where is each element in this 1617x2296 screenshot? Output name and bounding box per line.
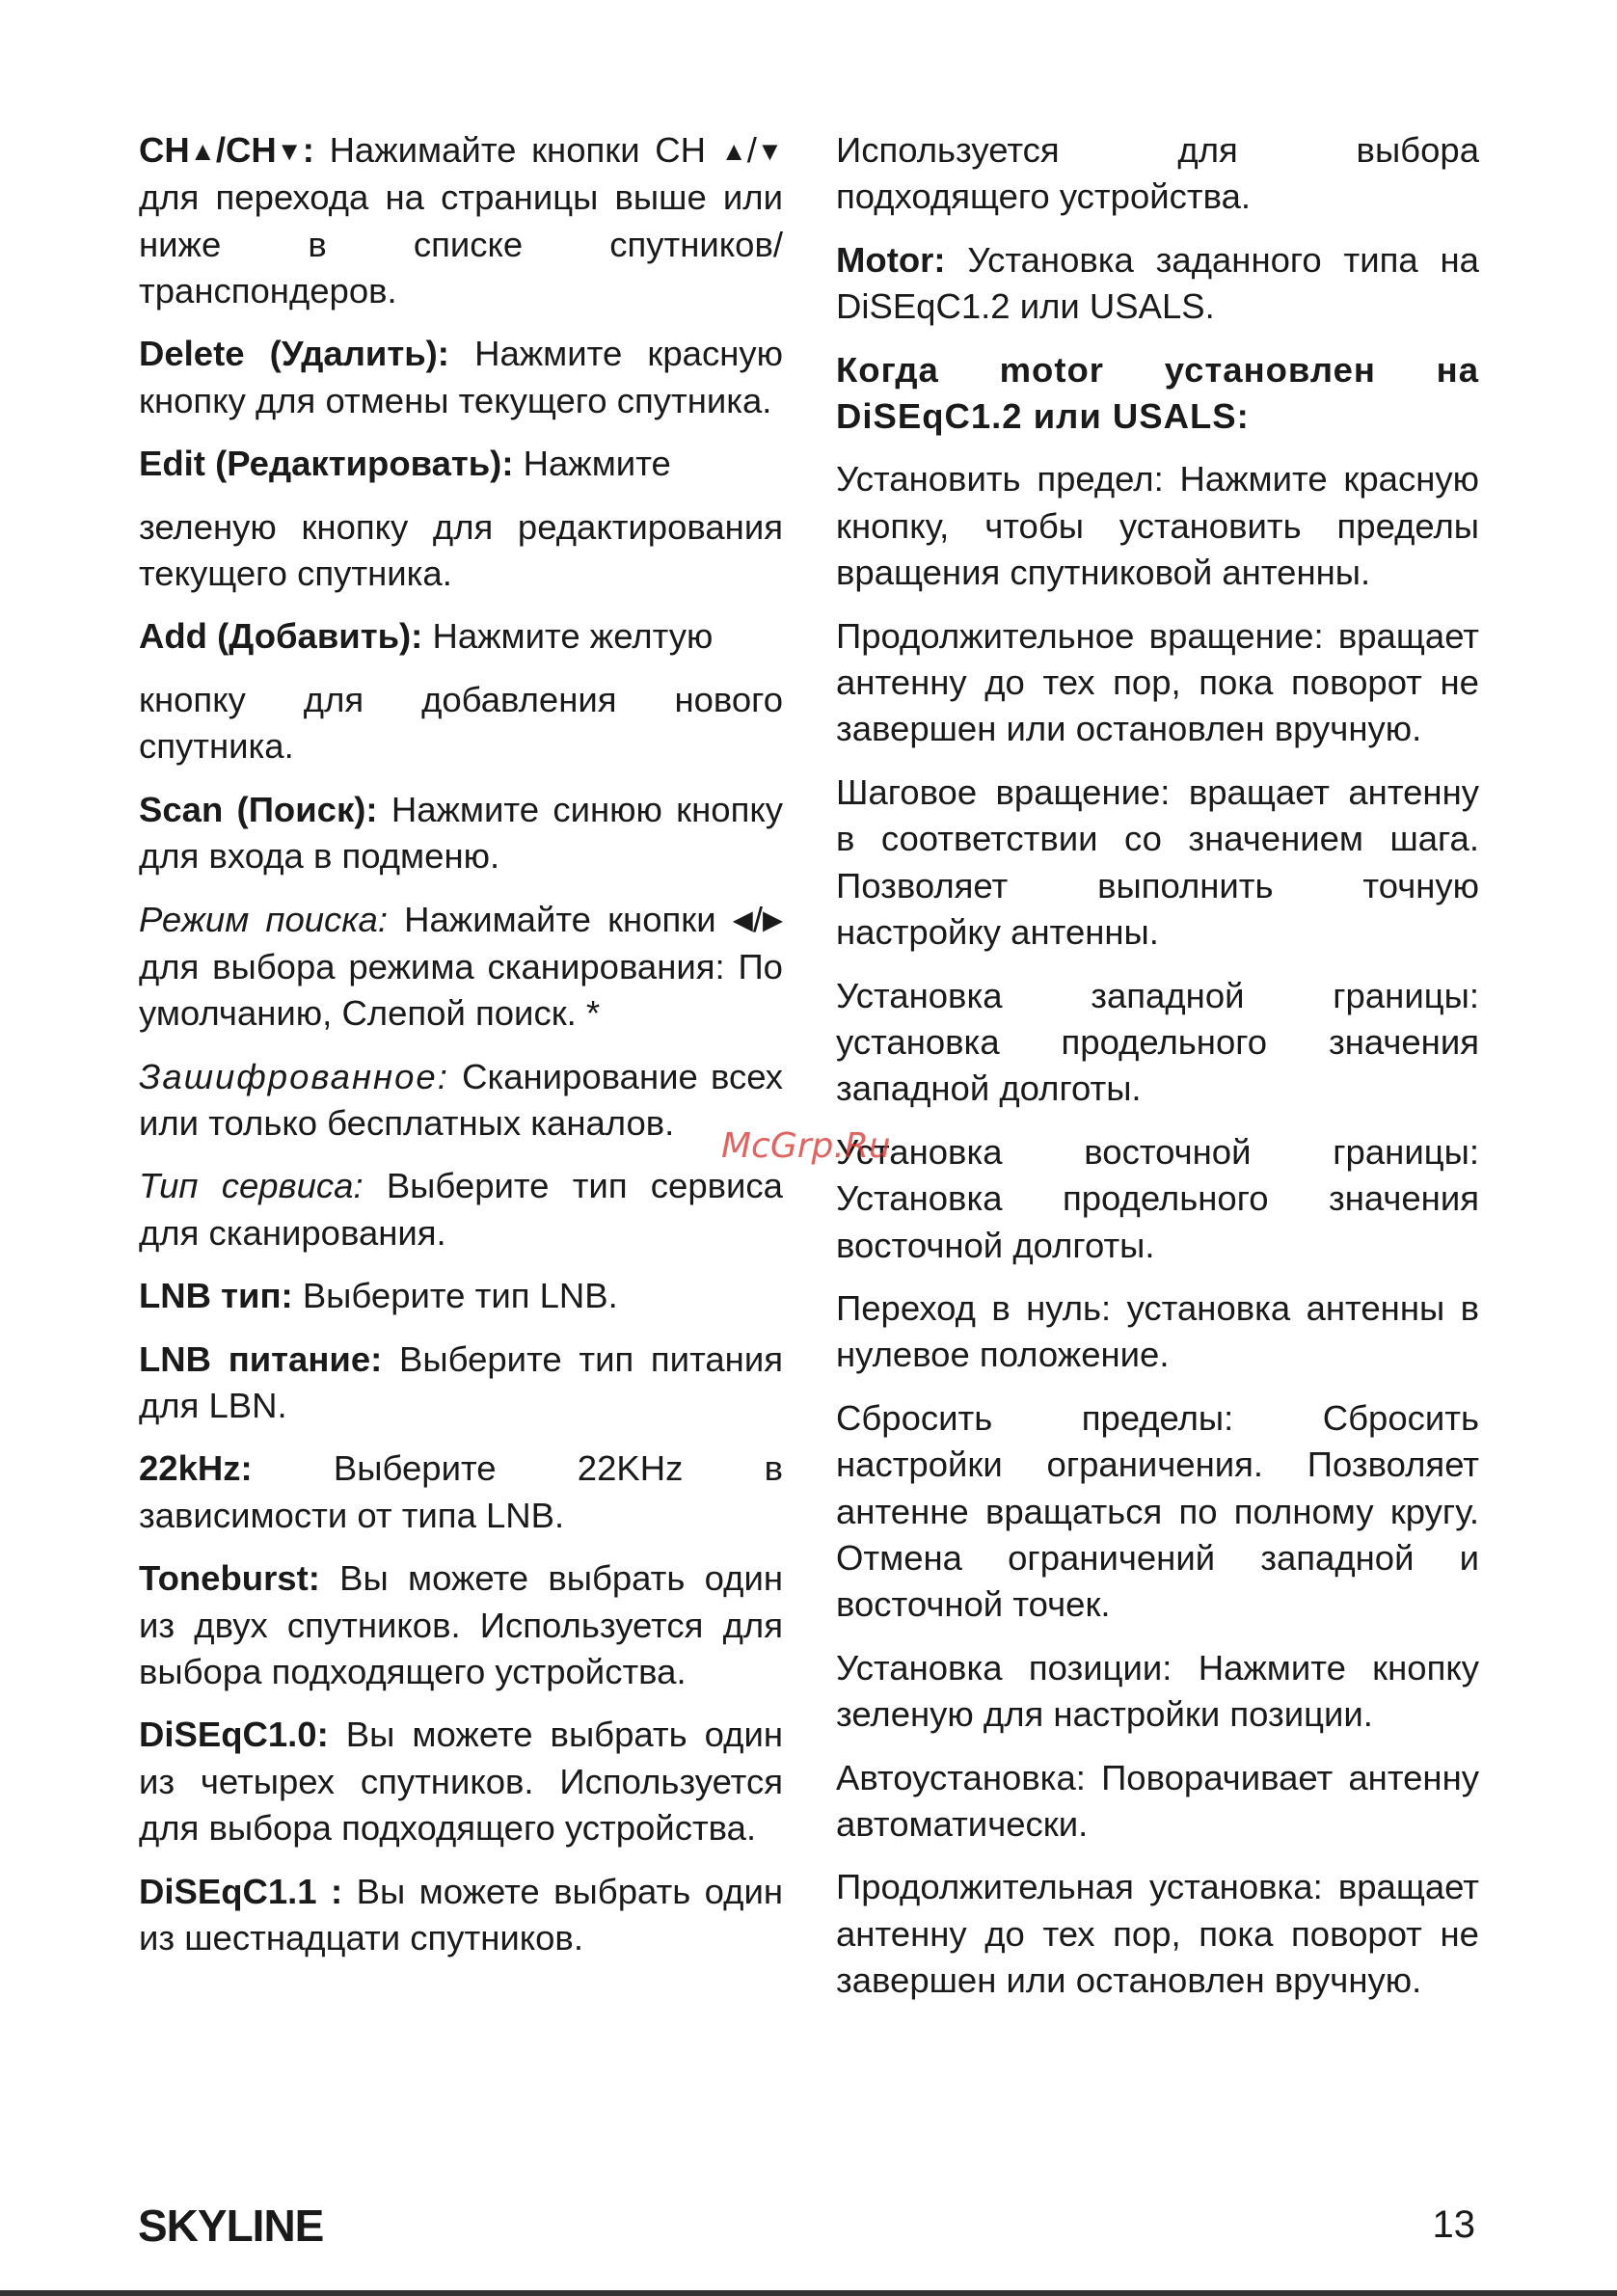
paragraph-diseqc10: DiSEqC1.0: Вы можете выбрать один из четырех спутников. Используется для выбора подходящего устройства. [139, 1715, 783, 1849]
arrow-down-icon: ▼ [756, 135, 783, 166]
paragraph-reset-limits: Сбросить пределы: Сбросить настройки ограничения. Позволяет антенне вращаться по полному кругу. Отмена ограничений западной и восточной точек. [836, 1397, 1479, 1625]
paragraph-toneburst: Toneburst: Вы можете выбрать один из двух спутников. Используется для выбора подходящего устройства. [139, 1558, 783, 1691]
paragraph-continued: Используется для выбора подходящего устройства. [836, 130, 1479, 217]
paragraph-add: Add (Добавить): Нажмите желтую [139, 616, 714, 657]
paragraph-service-type: Тип сервиса: Выберите тип сервиса для сканирования. [139, 1166, 783, 1253]
section-heading: Когда motor установлен на DiSEqC1.2 или USALS: [836, 349, 1479, 437]
paragraph-edit-cont: зеленую кнопку для редактирования текущего спутника. [139, 506, 783, 594]
paragraph-lnb-type: LNB тип: Выберите тип LNB. [139, 1276, 618, 1316]
paragraph-east-limit: Установка восточной границы: Установка продельного значения восточной долготы. [836, 1131, 1479, 1265]
arrow-up-icon: ▲ [720, 135, 747, 166]
paragraph-auto-install: Автоустановка: Поворачивает антенну автоматически. [836, 1757, 1479, 1844]
paragraph-search-mode: Режим поиска: Нажимайте кнопки ◀/▶ для выбора режима сканирования: По умолчанию, Слепой поиск. * [139, 897, 783, 1038]
paragraph-set-position: Установка позиции: Нажмите кнопку зеленую для настройки позиции. [836, 1647, 1479, 1735]
paragraph-scan: Scan (Поиск): Нажмите синюю кнопку для входа в подменю. [139, 789, 783, 877]
paragraph-diseqc11: DiSEqC1.1 : Вы можете выбрать один из шестнадцати спутников. [139, 1871, 784, 1958]
paragraph-22khz: 22kHz: Выберите 22KHz в зависимости от типа LNB. [139, 1448, 783, 1535]
watermark: McGrp.Ru [721, 1126, 891, 1166]
paragraph-ch-buttons: CH▲/CH▼: Нажимайте кнопки CH ▲/▼ для перехода на страницы выше или ниже в списке спутников/ транспондеров. [139, 127, 783, 314]
right-column [836, 127, 1479, 2021]
brand-logo: SKYLINE [138, 2201, 324, 2251]
paragraph-lnb-power: LNB питание: Выберите тип питания для LBN. [139, 1338, 783, 1425]
page-number: 13 [1432, 2203, 1475, 2246]
paragraph-continuous-rotation: Продолжительное вращение: вращает антенну до тех пор, пока поворот не завершен или остановлен вручную. [836, 615, 1479, 749]
paragraph-delete: Delete (Удалить): Нажмите красную кнопку для отмены текущего спутника. [139, 334, 783, 420]
paragraph-motor: Motor: Установка заданного типа на DiSEqC1.2 или USALS. [836, 239, 1479, 327]
paragraph-set-limit: Установить предел: Нажмите красную кнопку, чтобы установить пределы вращения спутниковой антенны. [836, 459, 1479, 593]
paragraph-go-to-zero: Переход в нуль: установка антенны в нулевое положение. [836, 1287, 1479, 1375]
paragraph-encrypted: Зашифрованное: Сканирование всех или только бесплатных каналов. [139, 1056, 783, 1143]
chevron-up-icon: ▲ [189, 135, 216, 166]
chevron-down-icon: ▼ [276, 135, 303, 166]
paragraph-step-rotation: Шаговое вращение: вращает антенну в соответствии со значением шага. Позволяет выполнить точную настройку антенны. [836, 771, 1479, 953]
paragraph-edit: Edit (Редактировать): Нажмите [139, 444, 671, 484]
arrow-right-icon: ▶ [762, 905, 784, 935]
term-ch: CH▲/CH▼: [139, 130, 314, 170]
paragraph-add-cont: кнопку для добавления нового спутника. [139, 679, 783, 767]
left-column [139, 127, 783, 1978]
bottom-border [0, 2290, 1617, 2296]
arrow-left-icon: ◀ [732, 905, 753, 935]
paragraph-continuous-install: Продолжительная установка: вращает антенну до тех пор, пока поворот не завершен или остановлен вручную. [836, 1867, 1479, 2001]
paragraph-west-limit: Установка западной границы: установка продельного значения западной долготы. [836, 975, 1479, 1109]
